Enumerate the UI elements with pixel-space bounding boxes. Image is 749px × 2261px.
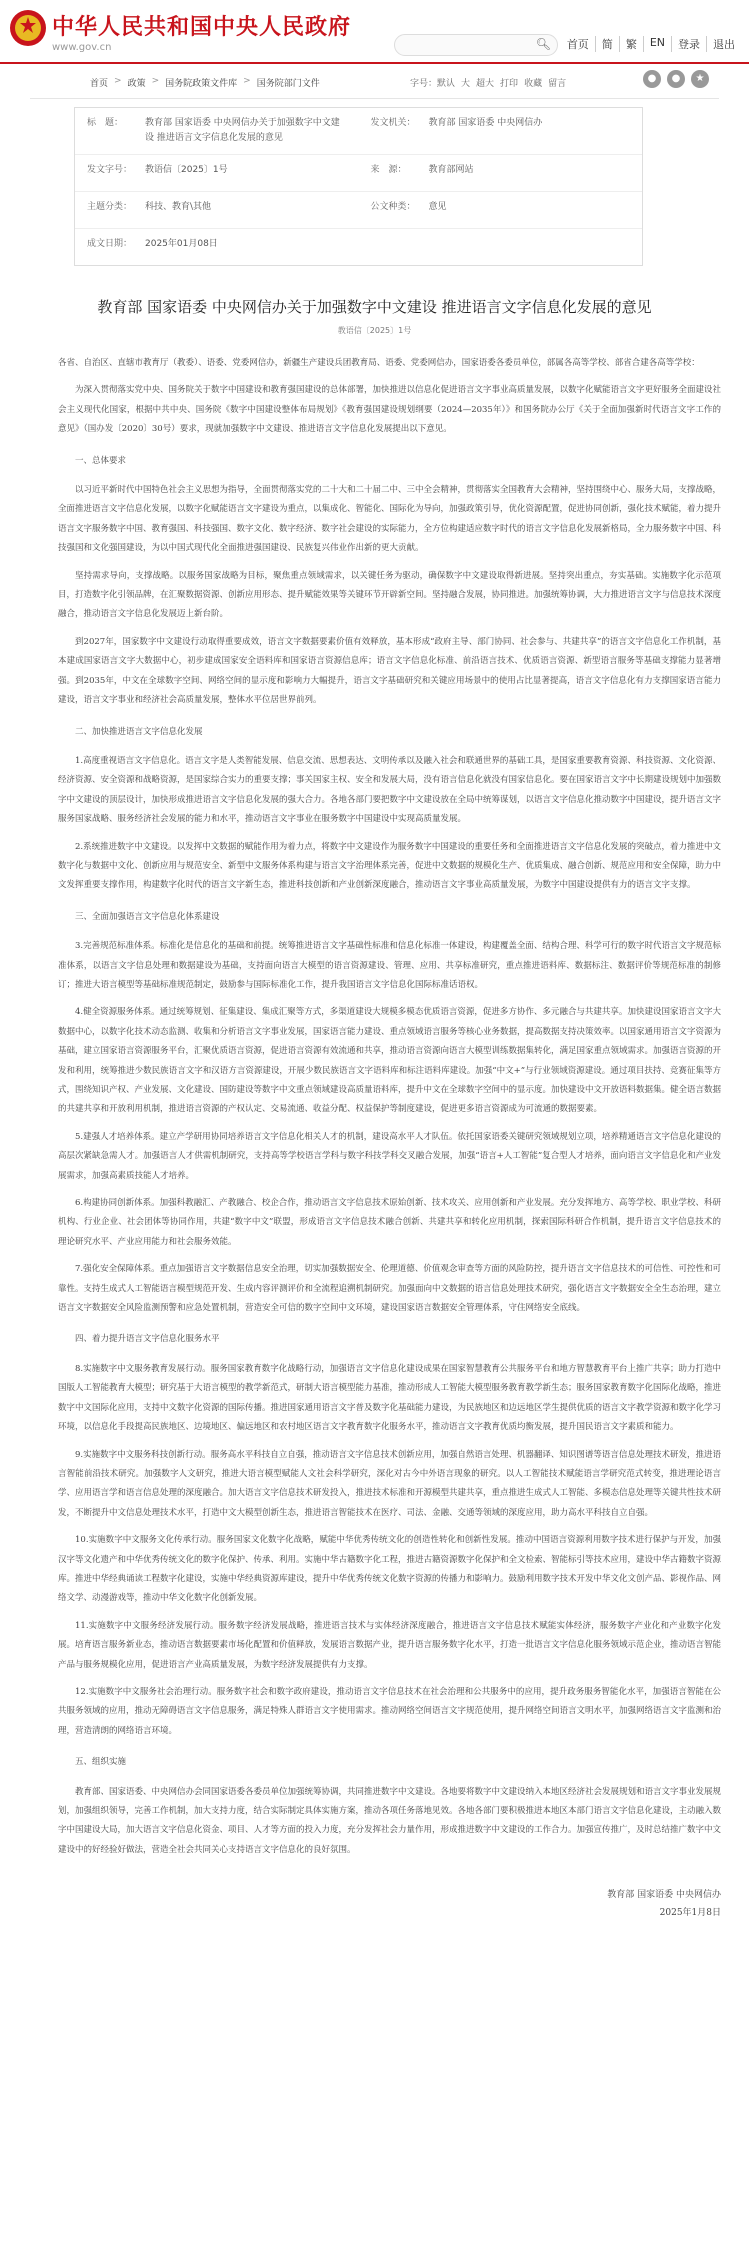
page-tools [410, 76, 566, 89]
paragraph: 12.实施数字中文服务社会治理行动。服务数字社会和数字政府建设，推动语言文字信息技术在社会治理和公共服务中的应用，提升政务服务智能化水平，加强语言智能在公共服务领域的应用，推动无障碍语言文字信息服务，满足特殊人群语言文字使用需求。推动网络空间语言文字规范使用，提升网络空间语言文明水平，加强网络语言文字监测和治理，营造清朗的网络语言环境。 [58, 1686, 722, 1736]
meta-category-label: 主题分类： [87, 202, 133, 212]
crumb-policy[interactable]: 政策 [127, 79, 146, 89]
signature-block [0, 1886, 721, 1922]
meta-source-value: 教育部网站 [428, 165, 474, 175]
paragraph: 11.实施数字中文服务经济发展行动。服务数字经济发展战略，推进语言技术与实体经济深度融合，推进语言文字信息技术赋能实体经济，服务数字产业化和产业数字化发展。培育语言服务新业态，推动语言数据要素市场化配置和价值释放，发展语言数据产业，提升语言服务数字化水平，打造一批语言文字信息化服务领域示范企业，推动语言智能产品与服务规模化应用，促进语言产业高质量发展，为数字经济发展提供有力支撑。 [58, 1620, 722, 1670]
paragraph: 7.强化安全保障体系。重点加强语言文字数据信息安全治理，切实加强数据安全、伦理道德、价值观念审查等方面的风险防控，提升语言文字信息技术的可信性、可控性和可靠性。支持生成式人工智能语言模型规范开发、生成内容评测评价和全流程追溯机制研究。加强面向中文数据的语言信息处理技术研究，强化语言文字数据安全全生态治理，建立语言文字数据安全风险监测预警和应急处置机制，营造安全可信的数字空间中文环境，建设国家语言数据安全管理体系，守住网络安全底线。 [58, 1264, 722, 1314]
meta-title-value: 教育部 国家语委 中央网信办关于加强数字中文建设 推进语言文字信息化发展的意见 [145, 118, 340, 143]
font-size-xlarge[interactable]: 超大 [476, 79, 495, 89]
paragraph: 5.建强人才培养体系。建立产学研用协同培养语言文字信息化相关人才的机制，建设高水平人才队伍。依托国家语委关键研究领域规划立项，培养精通语言文字信息化建设的高层次紧缺急需人才。加强语言人才供需机制研究，支持高等学校语言学科与数字科技学科交叉融合发展，加强“语言+人工智能”复合型人才培养，面向语言文字信息化和产业发展需求，加强高素质技能人才培养。 [58, 1131, 721, 1181]
section-heading: 二、加快推进语言文字信息化发展 [75, 726, 203, 737]
meta-source-label: 来 源： [370, 165, 407, 175]
crumb-library[interactable]: 国务院政策文件库 [165, 79, 238, 89]
link-traditional[interactable]: 繁 [619, 36, 643, 52]
paragraph: 坚持需求导向，支撑战略。以服务国家战略为目标，聚焦重点领域需求，以关键任务为驱动，确保数字中文建设取得新进展。坚持突出重点，夯实基础。实施数字化示范项目，打造数字化引领品牌，在汇聚数据资源、创新应用形态、提升赋能效果等关键环节开辟新空间。坚持融合发展，协同推进。加强统筹协调，大力推进语言文字与信息技术深度融合，推动语言文字信息化发展迈上新台阶。 [58, 570, 722, 620]
section-heading: 四、着力提升语言文字信息化服务水平 [75, 1334, 220, 1345]
paragraph: 10.实施数字中文服务文化传承行动。服务国家文化数字化战略，赋能中华优秀传统文化的创造性转化和创新性发展。推动中国语言资源利用数字技术进行保护与开发，加强汉字等文化遗产和中华优秀传统文化的数字化保护、传承、利用。实施中华古籍数字化工程，推进古籍资源数字化保护和全文检索、智能标引等技术应用，建设中华古籍数字资源库。推进中华经典诵读工程数字化建设，实施中华经典资源库建设，提升中华优秀传统文化数字资源的传播力和影响力。鼓励利用数字技术开发中华文化文创产品、影视作品、网络文学、动漫游戏等，推动中华文化数字化创新发展。 [58, 1535, 722, 1604]
link-logout[interactable]: 退出 [706, 36, 741, 52]
top-links [561, 36, 741, 52]
crumb-home[interactable]: 首页 [90, 79, 109, 89]
meta-org-label: 发文机关： [370, 118, 416, 128]
document-body [58, 354, 721, 1860]
paragraph: 以习近平新时代中国特色社会主义思想为指导，全面贯彻落实党的二十大和二十届二中、三中全会精神，贯彻落实全国教育大会精神，坚持围绕中心、服务大局，支撑战略，全面推进语言文字信息化发展，以数字化赋能语言文字建设为重点，以集成化、智能化、国际化为导向，加强政策引导，优化资源配置，促进协同创新，强化技术赋能，着力提升语言文字服务数字中国、教育强国、科技强国、数字文化、数字经济、数字社会建设的实际能力，全方位构建适应数字时代的语言文字信息化发展新格局，全力服务数字中国、科技强国和文化强国建设，为以中国式现代化全面推进强国建设、民族复兴伟业作出新的更大贡献。 [58, 485, 722, 554]
addressee: 各省、自治区、直辖市教育厅（教委）、语委、党委网信办，新疆生产建设兵团教育局、语委、党委网信办，国家语委各委员单位，部属各高等学校、部省合建各高等学校： [58, 358, 700, 368]
paragraph: 9.实施数字中文服务科技创新行动。服务高水平科技自立自强，推动语言文字信息技术创新应用，加强自然语言处理、机器翻译、知识图谱等语言信息处理技术研发，推进语言智能前沿技术研究。加强数字人文研究，推进大语言模型赋能人文社会科学研究，深化对古今中外语言现象的研究。以人工智能技术赋能语言学研究范式转变，推进理论语言学、应用语言学和语言信息处理的深度融合。加大语言文字信息技术研发投入，推进技术标准和开源模型共建共享，重点推进生成式人工智能、多模态信息处理等关键共性技术研发，不断提升中文信息处理技术水平，打造中文大模型创新生态，推进语言智能技术在医疗、司法、金融、交通等领域的深度应用，助力高水平科技自立自强。 [58, 1449, 722, 1518]
link-login[interactable]: 登录 [671, 36, 706, 52]
meta-category-value: 科技、教育\其他 [145, 202, 212, 212]
document-meta-table [74, 107, 643, 266]
document-title: 教育部 国家语委 中央网信办关于加强数字中文建设 推进语言文字信息化发展的意见 [97, 298, 652, 316]
comment-button[interactable]: 留言 [548, 79, 567, 89]
favorite-button[interactable]: 收藏 [524, 79, 543, 89]
paragraph: 教育部、国家语委、中央网信办会同国家语委各委员单位加强统筹协调，共同推进数字中文建设。各地要将数字中文建设纳入本地区经济社会发展规划和语言文字事业发展规划，加强组织领导，完善工作机制，加大支持力度，结合实际制定具体实施方案，推动各项任务落地见效。各地各部门要积极推进本地区本部门语言文字信息化建设，主动融入数字中国建设大局，加大语言文字信息化资金、项目、人才等方面的投入力度，充分发挥社会力量作用，形成推进数字中文建设的工作合力。加强宣传推广，及时总结推广数字中文建设中的好经验好做法，营造全社会共同关心支持语言文字信息化的良好氛围。 [58, 1786, 722, 1855]
meta-type-label: 公文种类： [370, 202, 416, 212]
search-icon[interactable]: 🔍︎ [535, 37, 551, 51]
site-header [0, 0, 749, 64]
breadcrumb-bar [30, 64, 719, 99]
share-icons [643, 70, 709, 88]
signing-organizations: 教育部 国家语委 中央网信办 [607, 1890, 721, 1901]
meta-org-value: 教育部 国家语委 中央网信办 [428, 118, 543, 128]
paragraph: 2.系统推进数字中文建设。以发挥中文数据的赋能作用为着力点，将数字中文建设作为服务数字中国建设的重要任务和全面推进语言文字信息化发展的突破点，着力推进中文数字化与数据中文化、创新应用与规范安全、新型中文服务体系构建与语言文字治理体系完善，促进中文数据的规模化生产、优质集成、融合创新、规范应用和安全保障，助力中文发挥重要支撑作用，构建数字化时代的语言文字新生态，推进科技创新和产业创新深度融合，推动语言文字事业高质量发展，为数字中国建设提供有力的语言文字支撑。 [58, 841, 722, 891]
meta-docno-value: 教语信〔2025〕1号 [145, 165, 228, 175]
link-simplified[interactable]: 简 [595, 36, 619, 52]
meta-date-value: 2025年01月08日 [145, 239, 218, 249]
wechat-share-icon[interactable]: ● [643, 70, 661, 88]
section-heading: 三、全面加强语言文字信息化体系建设 [75, 911, 220, 922]
paragraph: 3.完善规范标准体系。标准化是信息化的基础和前提。统筹推进语言文字基础性标准和信息化标准一体建设，构建覆盖全面、结构合理、科学可行的数字时代语言文字规范标准体系，以语言文字信息处理和数据建设为基础，支持面向语言大模型的语言资源建设、管理、应用、共享标准研究，重点推进语料库、数据标注、数据评价等规范标准的制修订；推进大语言模型等基础标准规范制定，鼓励参与国际标准化工作，提升我国语言文字信息化国际标准话语权。 [58, 941, 721, 990]
meta-docno-label: 发文字号： [87, 165, 133, 175]
meta-title-label: 标 题： [87, 118, 124, 128]
meta-date-label: 成文日期： [87, 239, 133, 249]
site-name[interactable]: 中华人民共和国中央人民政府 [52, 15, 352, 40]
paragraph: 为深入贯彻落实党中央、国务院关于数字中国建设和教育强国建设的总体部署，加快推进以信息化促进语言文字事业高质量发展，以数字化赋能语言文字更好服务全面建设社会主义现代化国家，根据中共中央、国务院《数字中国建设整体布局规划》《教育强国建设规划纲要（2024—2035年）》和国务院办公厅《关于全面加强新时代语言文字工作的意见》（国办发〔2020〕30号）要求，现就加强数字中文建设、推进语言文字信息化发展提出以下意见。 [58, 385, 722, 435]
paragraph: 到2027年，国家数字中文建设行动取得重要成效，语言文字数据要素价值有效释放，基本形成“政府主导、部门协同、社会参与、共建共享”的语言文字信息化工作机制，基本建成国家语言文字大数据中心，初步建成国家安全语料库和国家语言资源信息库；语言文字信息化标准、前沿语言技术、优质语言资源、新型语言服务等基础支撑能力显著增强。到2035年，中文在全球数字空间、网络空间的显示度和影响力大幅提升，语言文字基础研究和关键应用场景中的使用占比显著提高，语言文字信息化有力支撑国家语言能力建设，语言文字事业和经济社会高质量发展，整体水平位居世界前列。 [58, 636, 721, 706]
paragraph: 1.高度重视语言文字信息化。语言文字是人类智能发展、信息交流、思想表达、文明传承以及融入社会和联通世界的基础工具，是国家重要教育资源、科技资源、文化资源、经济资源、安全资源和战略资源，是国家综合实力的重要支撑；事关国家主权、安全和发展大局，没有语言信息化就没有国家信息化。要在国家语言文字中长期建设规划中加强数字中文建设的顶层设计，加快形成推进语言文字信息化发展的强大合力。各地各部门要把数字中文建设放在全局中统筹谋划，以语言文字信息化推动数字中国建设，提升语言文字服务国家战略、服务经济社会发展的能力和水平，推动语言文字事业在服务数字中国建设中实现高质量发展。 [58, 755, 722, 825]
signing-date: 2025年1月8日 [659, 1908, 721, 1919]
document-number: 教语信〔2025〕1号 [337, 326, 412, 335]
paragraph: 4.健全资源服务体系。通过统筹规划、征集建设、集成汇聚等方式，多渠道建设大规模多模态优质语言资源，促进多方协作、多元融合与共建共享。加快建设国家语言文字大数据中心，以数字化技术动态监测、收集和分析语言文字事业发展，国家语言能力建设、重点领域语言服务等核心业务数据，提高数据支持决策效率。以国家通用语言文字资源为基础，建立国家语言资源服务平台，汇聚优质语言资源，促进语言资源有效流通和共享，推动语言资源向语言大模型训练数据集转化，满足国家重点领域需求。加强语言资源的开发和利用，统筹推进少数民族语言文字和汉语方言资源建设，开展少数民族语言文字语料库和标注语料库建设。加强“中文+”与行业领域资源建设。通过项目扶持、竞赛征集等方式，围绕知识产权、产业发展、文化建设、国防建设等数字中文重点领域建设高质量语料库，提升中文在全球数字空间中的显示度。加快建设中文开放语料数据集。健全语言数据的共建共享和开放利用机制，推进语言资源的产权认定、交易流通、收益分配、权益保护等制度建设，促进更多语言资源成为可流通的数据要素。 [58, 1007, 722, 1115]
crumb-dept-docs[interactable]: 国务院部门文件 [256, 79, 320, 89]
print-button[interactable]: 打印 [500, 79, 519, 89]
font-size-large[interactable]: 大 [461, 79, 471, 89]
font-size-default[interactable]: 字号：默认 [410, 79, 456, 89]
national-emblem-icon[interactable] [8, 8, 48, 48]
paragraph: 8.实施数字中文服务教育发展行动。服务国家教育数字化战略行动，加强语言文字信息化建设成果在国家智慧教育公共服务平台和地方智慧教育平台上推广共享；助力打造中国版人工智能教育大模型；研究基于大语言模型的教学新范式，研制大语言模型能力基准，推动形成人工智能大模型服务教育教学新生态；服务国家教育数字化国际化战略，推进数字中文国际化应用，支持中文数字化资源的国际传播。推进国家通用语言文字普及数字化基础能力建设，为民族地区和边远地区学生提供优质的语言文字教学资源和数字化学习环境，以信息化手段提高民族地区、边境地区、偏远地区和农村地区语言文字教育数字化服务水平，推动语言文字教育优质均衡发展，提升国民语言文字素质和能力。 [58, 1363, 722, 1433]
section-heading: 五、组织实施 [75, 1757, 127, 1768]
qzone-share-icon[interactable]: ★ [691, 70, 709, 88]
section-heading: 一、总体要求 [75, 455, 127, 466]
paragraph: 6.构建协同创新体系。加强科教融汇、产教融合、校企合作，推动语言文字信息技术原始创新、技术攻关、应用创新和产业发展。充分发挥地方、高等学校、职业学校、科研机构、行业企业、社会团体等协同作用，共建“数字中文”联盟，形成语言文字信息技术融合创新、共建共享和转化应用机制，探索国际科研合作机制，提升语言文字信息技术的理论研究水平、产业应用能力和社会服务效能。 [58, 1198, 721, 1247]
weibo-share-icon[interactable]: ● [667, 70, 685, 88]
link-english[interactable]: EN [643, 36, 671, 52]
meta-type-value: 意见 [428, 202, 447, 212]
search-input[interactable] [394, 34, 558, 56]
site-url: www.gov.cn [52, 42, 112, 53]
link-home[interactable]: 首页 [566, 38, 589, 51]
breadcrumb: 首页 > 政策 > 国务院政策文件库 > 国务院部门文件 [90, 76, 320, 89]
